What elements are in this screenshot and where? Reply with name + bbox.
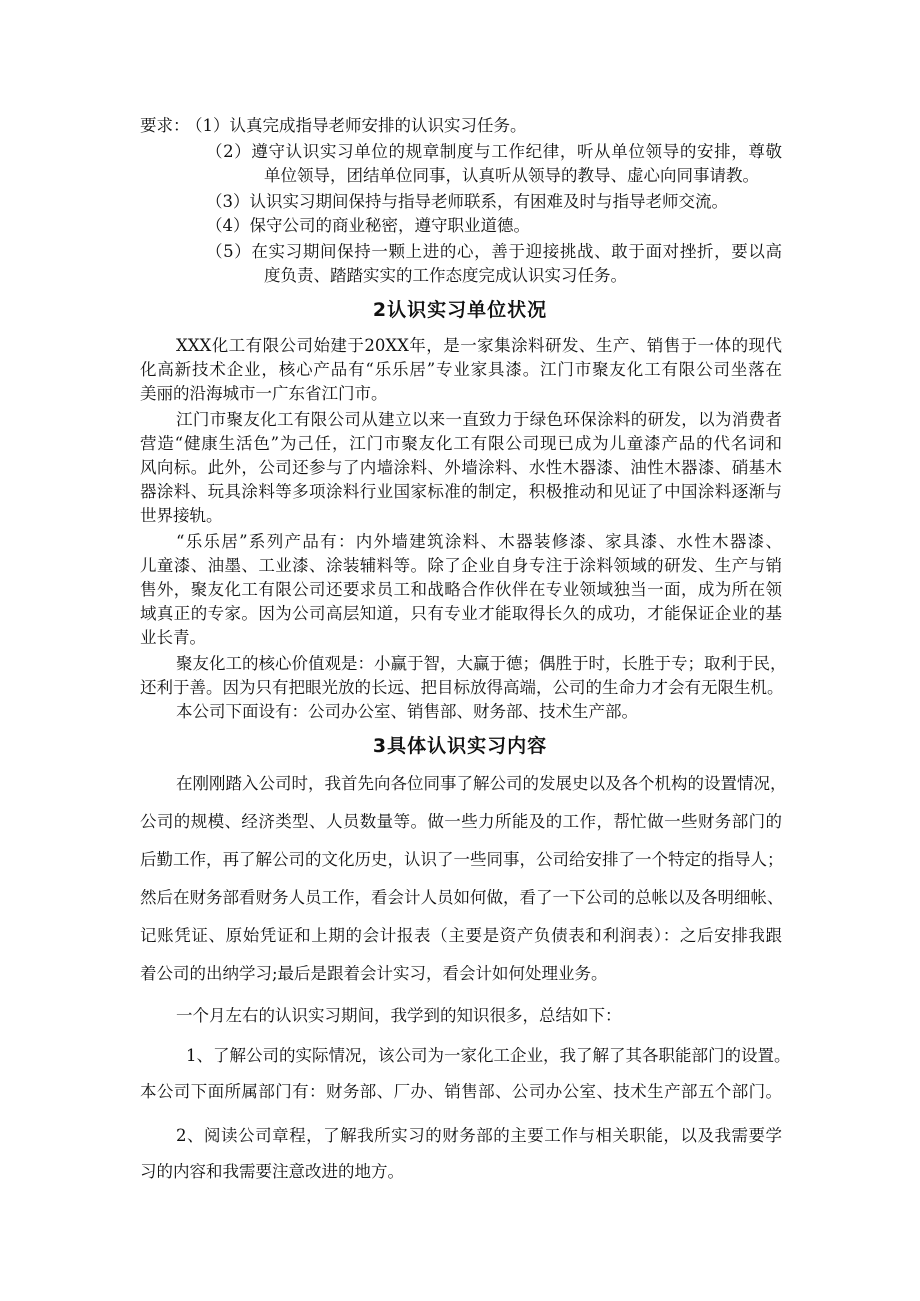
s2-p3-line-4: 域真正的专家。因为公司高层知道，只有专业才能取得长久的成功，才能保证企业的基 [140,604,782,623]
s2-p3-line-3: 售外，聚友化工有限公司还要求员工和战略合作伙伴在专业领域独当一面，成为所在领 [140,580,782,599]
s3-p3-line-1: 1、了解公司的实际情况，该公司为一家化工企业，我了解了其各职能部门的设置。 [186,1046,791,1065]
s2-p5-line-1: 本公司下面设有：公司办公室、销售部、财务部、技术生产部。 [176,702,638,721]
requirement-1: （1）认真完成指导老师安排的认识实习任务。 [186,116,527,135]
requirement-5-line-2: 度负责、踏踏实实的工作态度完成认识实习任务。 [264,266,627,285]
s3-p1-line-6: 着公司的出纳学习;最后是跟着会计实习，看会计如何处理业务。 [140,964,608,983]
requirement-4: （4）保守公司的商业秘密，遵守职业道德。 [206,216,530,235]
s2-p1-line-1: XXX化工有限公司始建于20XX年，是一家集涂料研发、生产、销售于一体的现代 [176,336,782,355]
s2-p1-line-3: 美丽的沿海城市一广东省江门市。 [140,384,388,403]
s2-p2-line-1: 江门市聚友化工有限公司从建立以来一直致力于绿色环保涂料的研发，以为消费者 [176,410,782,429]
s3-p1-line-2: 公司的规模、经济类型、人员数量等。做一些力所能及的工作，帮忙做一些财务部门的 [140,812,782,831]
s3-p4-line-1: 2、阅读公司章程，了解我所实习的财务部的主要工作与相关职能，以及我需要学 [176,1126,782,1145]
s2-p3-line-1: “乐乐居”系列产品有：内外墙建筑涂料、木器装修漆、家具漆、水性木器漆、 [176,532,782,551]
s2-p2-line-2: 营造“健康生活色”为己任，江门市聚友化工有限公司现已成为儿童漆产品的代名词和 [140,434,782,453]
s2-p2-line-5: 世界接轨。 [140,506,223,525]
s3-p4-line-2: 习的内容和我需要注意改进的地方。 [140,1162,404,1181]
requirement-2-line-1: （2）遵守认识实习单位的规章制度与工作纪律，听从单位领导的安排，尊敬 [206,142,782,161]
section-3-heading: 3具体认识实习内容 [372,735,548,757]
s3-p2-line-1: 一个月左右的认识实习期间，我学到的知识很多，总结如下： [176,1006,622,1025]
s2-p4-line-2: 还利于善。因为只有把眼光放的长远、把目标放得高端，公司的生命力才会有无限生机。 [140,678,784,697]
s2-p3-line-2: 儿童漆、油墨、工业漆、涂装辅料等。除了企业自身专注于涂料领域的研发、生产与销 [140,556,782,575]
s2-p2-line-4: 器涂料、玩具涂料等多项涂料行业国家标准的制定，积极推动和见证了中国涂料逐渐与 [140,482,782,501]
s2-p3-line-5: 业长青。 [140,628,206,647]
requirements-label: 要求： [140,116,190,135]
s3-p3-line-2: 本公司下面所属部门有：财务部、厂办、销售部、公司办公室、技术生产部五个部门。 [140,1082,782,1101]
s3-p1-line-1: 在刚刚踏入公司时，我首先向各位同事了解公司的发展史以及各个机构的设置情况， [176,774,787,793]
s3-p1-line-4: 然后在财务部看财务人员工作，看会计人员如何做，看了一下公司的总帐以及各明细帐、 [140,888,784,907]
s2-p4-line-1: 聚友化工的核心价值观是：小赢于智，大赢于德；偶胜于时，长胜于专；取利于民， [176,654,787,673]
requirement-2-line-2: 单位领导，团结单位同事，认真听从领导的教导、虚心向同事请教。 [264,166,759,185]
requirement-5-line-1: （5）在实习期间保持一颗上进的心，善于迎接挑战、敢于面对挫折，要以高 [206,242,782,261]
section-2-heading: 2认识实习单位状况 [372,299,548,321]
s2-p2-line-3: 风向标。此外，公司还参与了内墙涂料、外墙涂料、水性木器漆、油性木器漆、硝基木 [140,458,782,477]
s3-p1-line-3: 后勤工作，再了解公司的文化历史，认识了一些同事，公司给安排了一个特定的指导人； [140,850,784,869]
s3-p1-line-5: 记账凭证、原始凭证和上期的会计报表（主要是资产负债表和利润表）：之后安排我跟 [140,926,782,945]
requirement-3: （3）认识实习期间保持与指导老师联系，有困难及时与指导老师交流。 [206,192,728,211]
s2-p1-line-2: 化高新技术企业，核心产品有“乐乐居”专业家具漆。江门市聚友化工有限公司坐落在 [140,360,782,379]
